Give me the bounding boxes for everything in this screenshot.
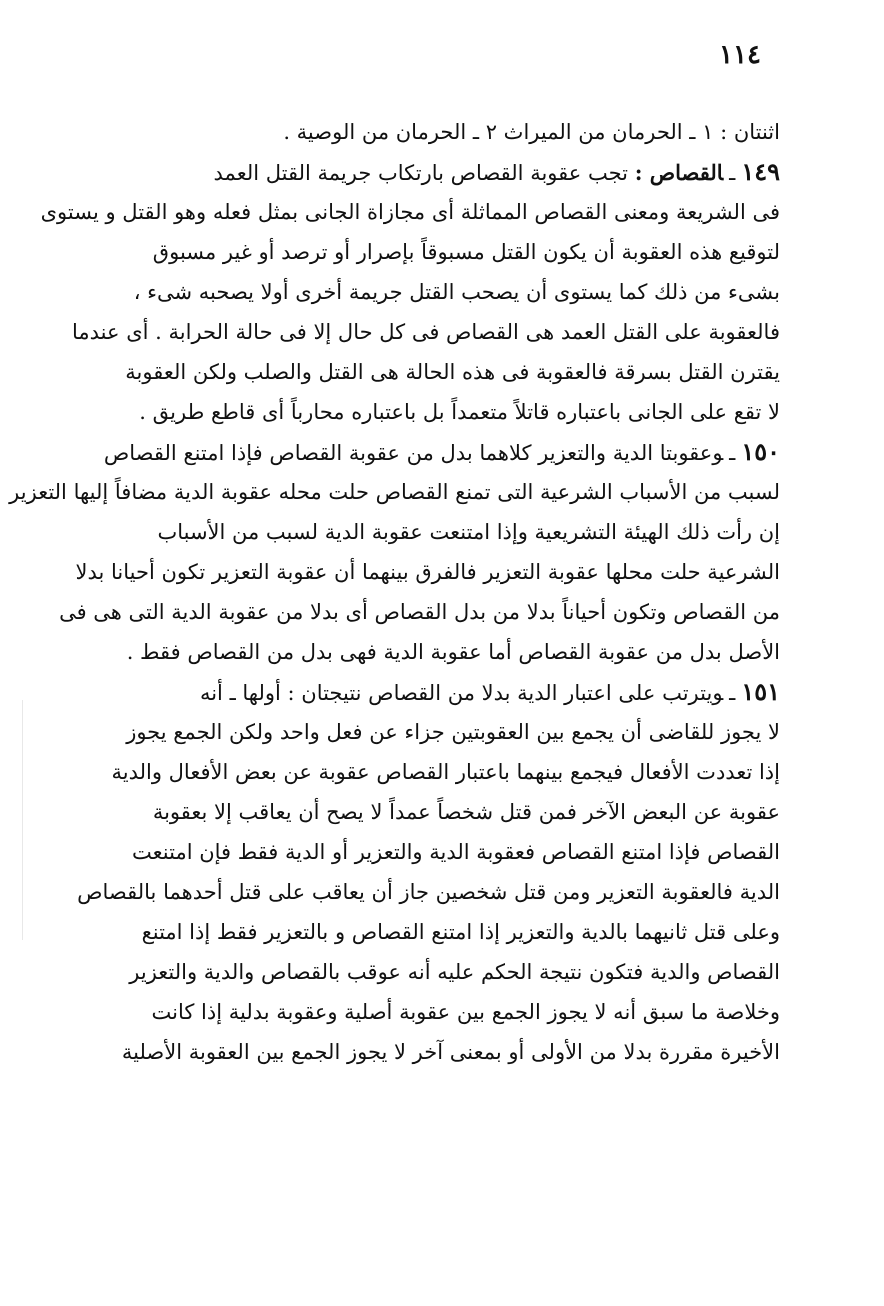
paragraph-number: ١٥٠ bbox=[741, 437, 780, 466]
text-line: لتوقيع هذه العقوبة أن يكون القتل مسبوقاً بإصرار أو ترصد أو غير مسبوق bbox=[152, 240, 780, 264]
text-line: لا يجوز للقاضى أن يجمع بين العقوبتين جزاء عن فعل واحد ولكن الجمع يجوز bbox=[126, 720, 780, 744]
text-line: يقترن القتل بسرقة فالعقوبة فى هذه الحالة هى القتل والصلب ولكن العقوبة bbox=[125, 360, 780, 384]
text-line: القصاص والدية فتكون نتيجة الحكم عليه أنه عوقب بالقصاص والدية والتعزير bbox=[129, 960, 780, 984]
scan-margin-shadow bbox=[22, 700, 23, 940]
page-number: ١١٤ bbox=[719, 40, 761, 70]
text-span: ويترتب على اعتبار الدية بدلا من القصاص نتيجتان : أولها ـ أنه bbox=[199, 681, 724, 705]
dash: ـ bbox=[729, 681, 736, 705]
paragraph-150-first-line bbox=[104, 432, 780, 472]
paragraph-151-first-line bbox=[104, 672, 780, 712]
body-text bbox=[9, 112, 780, 1072]
paragraph-149-first-line bbox=[104, 152, 780, 192]
text-line: وعلى قتل ثانيهما بالدية والتعزير إذا امتنع القصاص و بالتعزير فقط إذا امتنع bbox=[141, 920, 780, 944]
text-line: عقوبة عن البعض الآخر فمن قتل شخصاً عمداً لا يصح أن يعاقب إلا بعقوبة bbox=[152, 800, 780, 824]
dash: ـ bbox=[729, 441, 736, 465]
text-line: من القصاص وتكون أحياناً بدلا من بدل القصاص أى بدلا من عقوبة الدية التى هى فى bbox=[59, 600, 780, 624]
section-heading: القصاص : bbox=[634, 160, 724, 185]
text-span: وعقوبتا الدية والتعزير كلاهما بدل من عقوبة القصاص فإذا امتنع القصاص bbox=[103, 441, 724, 465]
text-line: إذا تعددت الأفعال فيجمع بينهما باعتبار القصاص عقوبة عن بعض الأفعال والدية bbox=[111, 760, 780, 784]
text-line: لا تقع على الجانى باعتباره قاتلاً متعمداً بل باعتباره محارباً أى قاطع طريق . bbox=[139, 400, 780, 424]
text-line: الشرعية حلت محلها عقوبة التعزير فالفرق بينهما أن عقوبة التعزير تكون أحيانا بدلا bbox=[75, 560, 780, 584]
text-line: الأصل بدل من عقوبة القصاص أما عقوبة الدية فهى بدل من القصاص فقط . bbox=[126, 640, 780, 664]
text-line: وخلاصة ما سبق أنه لا يجوز الجمع بين عقوبة أصلية وعقوبة بدلية إذا كانت bbox=[151, 1000, 780, 1024]
paragraph-number: ١٤٩ bbox=[741, 157, 780, 186]
text-line: القصاص فإذا امتنع القصاص فعقوبة الدية والتعزير أو الدية فقط فإن امتنعت bbox=[132, 840, 780, 864]
text-line: فالعقوبة على القتل العمد هى القصاص فى كل حال إلا فى حالة الحرابة . أى عندما bbox=[72, 320, 780, 344]
text-span: تجب عقوبة القصاص بارتكاب جريمة القتل العمد bbox=[213, 161, 628, 185]
text-line: لسبب من الأسباب الشرعية التى تمنع القصاص حلت محله عقوبة الدية مضافاً إليها التعزير bbox=[9, 480, 780, 504]
text-line: الأخيرة مقررة بدلا من الأولى أو بمعنى آخر لا يجوز الجمع بين العقوبة الأصلية bbox=[121, 1040, 780, 1064]
text-line: اثنتان : ١ ـ الحرمان من الميراث ٢ ـ الحرمان من الوصية . bbox=[283, 120, 780, 144]
text-line: فى الشريعة ومعنى القصاص المماثلة أى مجازاة الجانى بمثل فعله وهو القتل و يستوى bbox=[40, 200, 780, 224]
text-line: بشىء من ذلك كما يستوى أن يصحب القتل جريمة أخرى أولا يصحبه شىء ، bbox=[133, 280, 780, 304]
text-line: الدية فالعقوبة التعزير ومن قتل شخصين جاز أن يعاقب على قتل أحدهما بالقصاص bbox=[77, 880, 780, 904]
text-line: إن رأت ذلك الهيئة التشريعية وإذا امتنعت عقوبة الدية لسبب من الأسباب bbox=[157, 520, 780, 544]
dash: ـ bbox=[729, 161, 736, 185]
paragraph-number: ١٥١ bbox=[741, 677, 780, 706]
